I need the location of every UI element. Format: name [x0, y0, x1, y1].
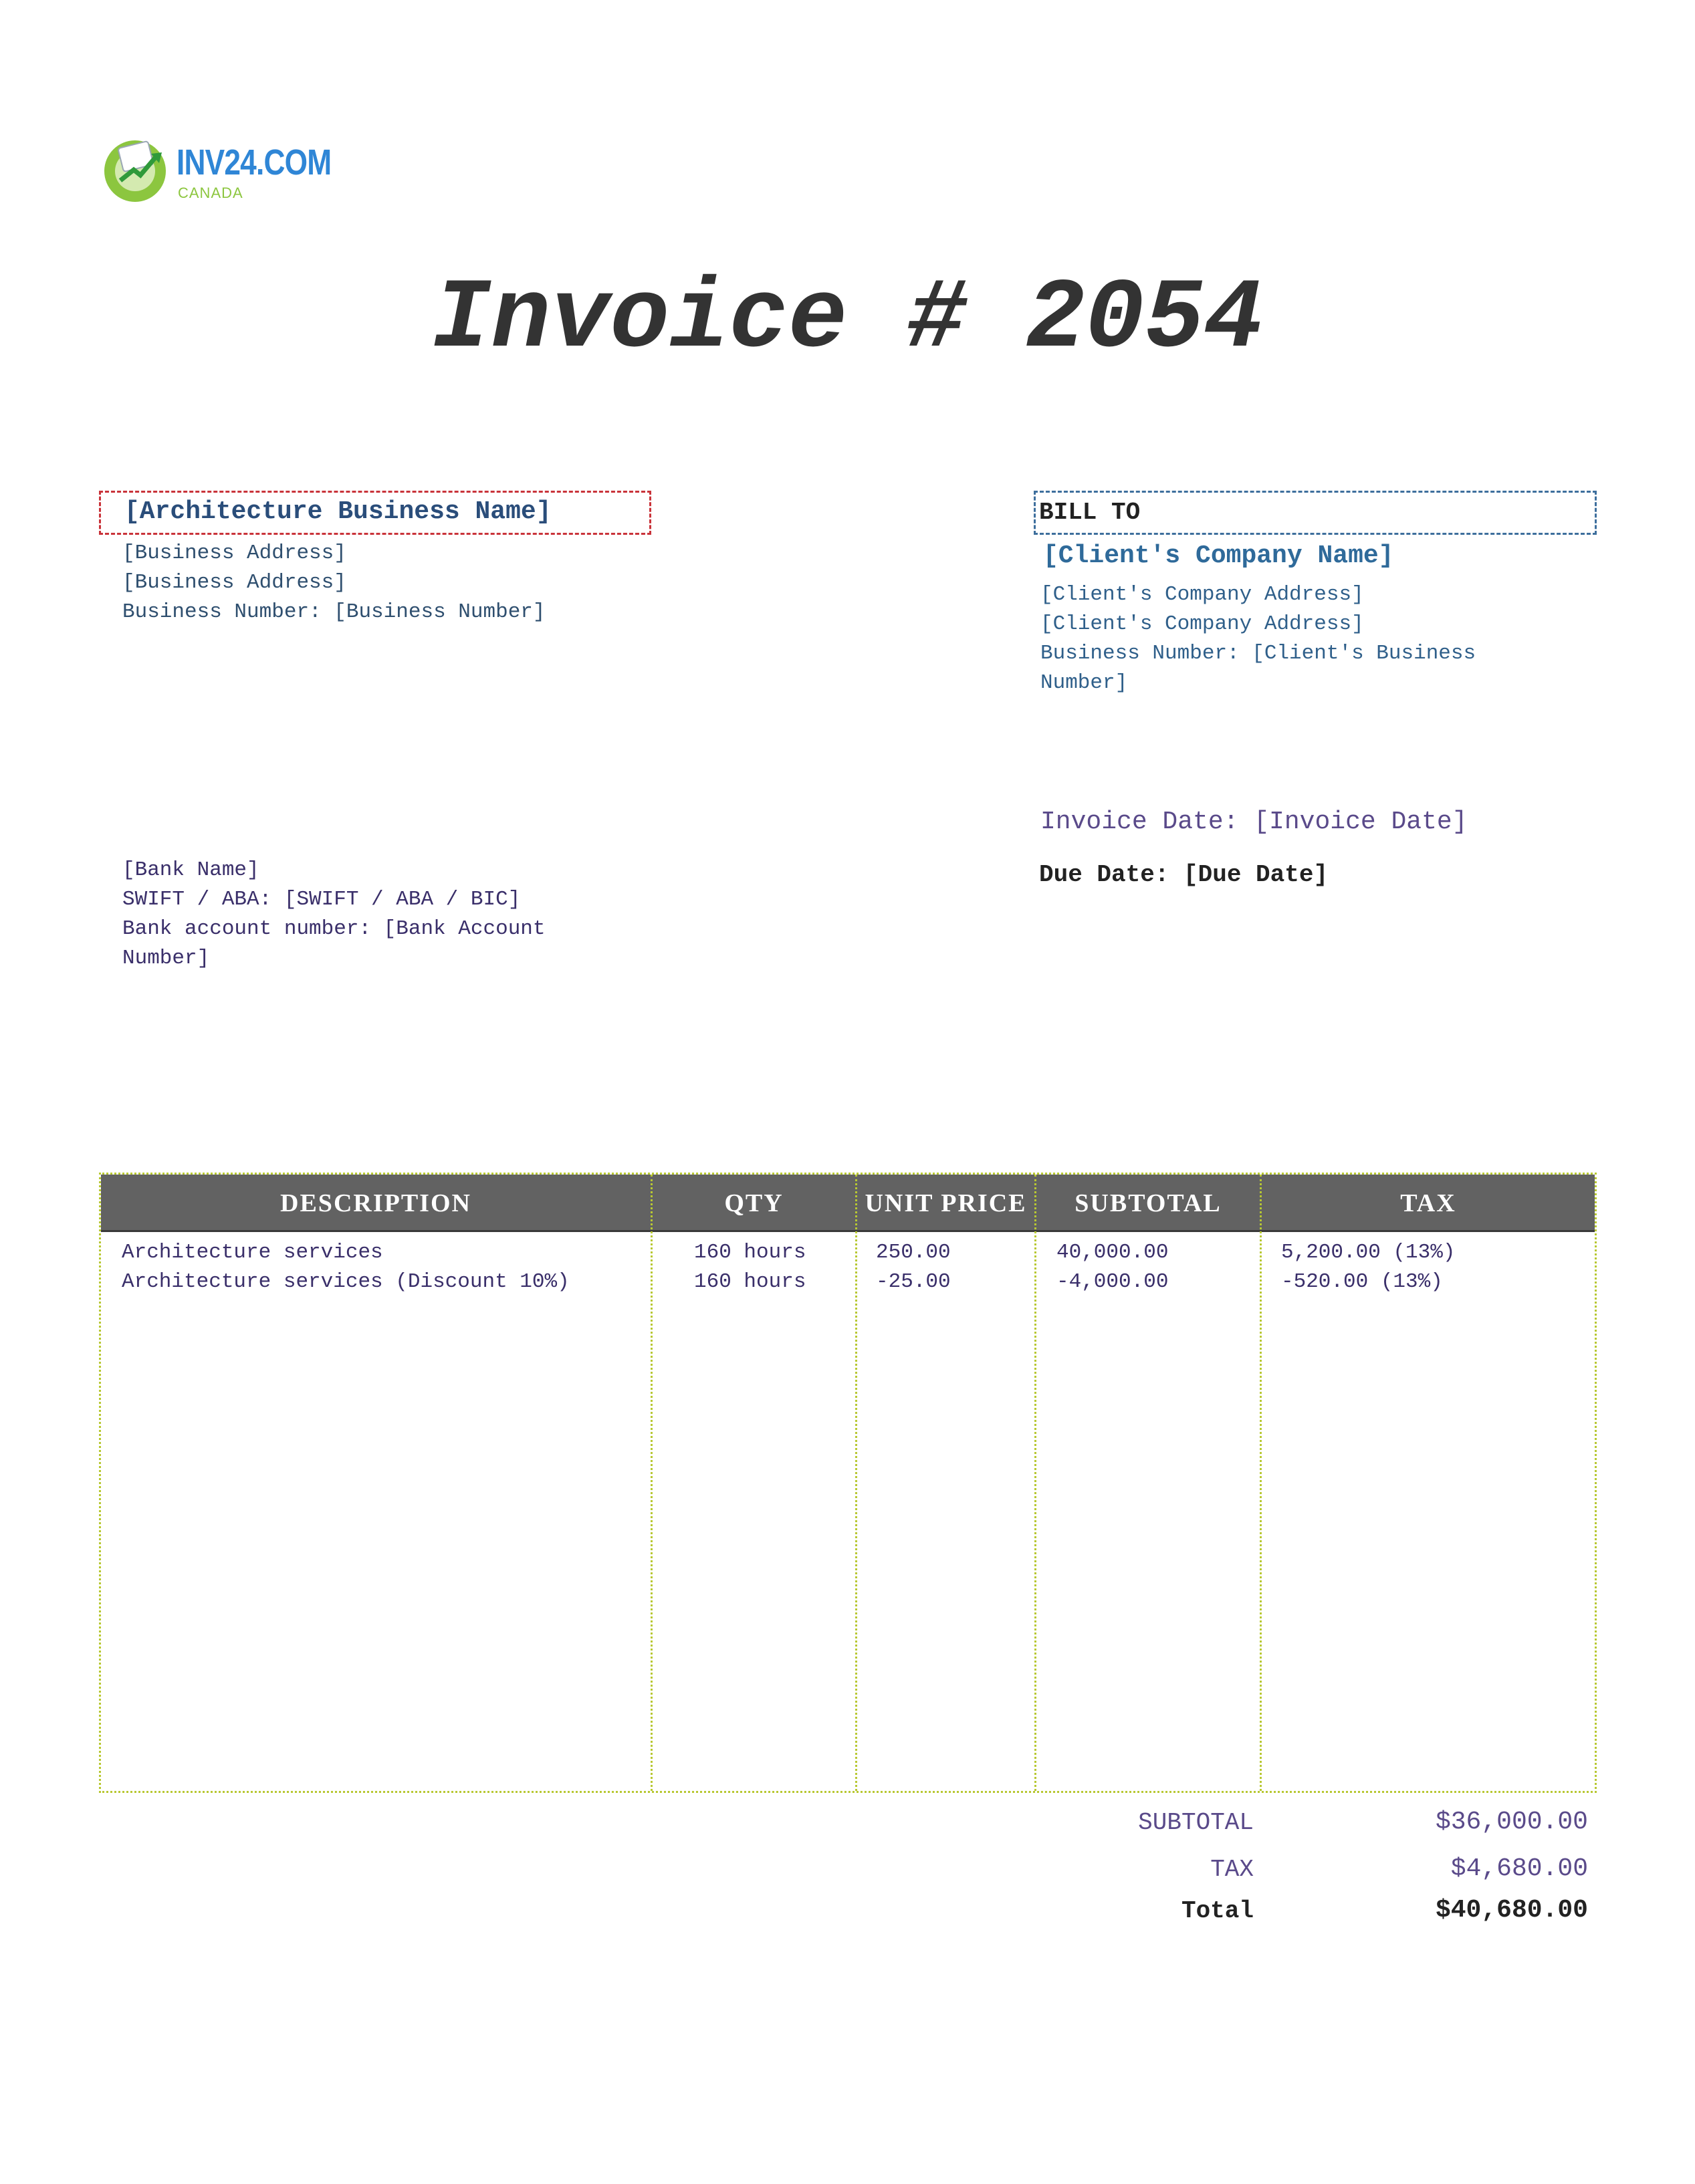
client-company-name: [Client's Company Name]	[1043, 541, 1394, 570]
table-row-description: Architecture services (Discount 10%)	[122, 1270, 570, 1294]
logo-name: INV24.COM	[177, 142, 332, 183]
business-details	[122, 539, 546, 627]
client-address-1: [Client's Company Address]	[1040, 583, 1364, 606]
tax-label: TAX	[1210, 1856, 1254, 1883]
table-row-subtotal: 40,000.00	[1056, 1241, 1169, 1264]
bill-to-label: BILL TO	[1039, 499, 1141, 526]
table-row-qty: 160 hours	[694, 1241, 806, 1264]
table-row-qty: 160 hours	[694, 1270, 806, 1294]
business-name: [Architecture Business Name]	[124, 497, 552, 526]
table-row-tax: 5,200.00 (13%)	[1281, 1241, 1456, 1264]
table-row-unit-price: 250.00	[876, 1241, 951, 1264]
table-row-description: Architecture services	[122, 1241, 383, 1264]
business-address-1: [Business Address]	[122, 541, 346, 565]
column-header-subtotal: SUBTOTAL	[1075, 1189, 1222, 1217]
bank-details	[122, 856, 546, 973]
column-divider	[651, 1175, 653, 1791]
column-divider	[1260, 1175, 1262, 1791]
bank-account-number: Bank account number: [Bank Account	[122, 917, 546, 941]
tax-value: $4,680.00	[1450, 1854, 1588, 1883]
table-row-tax: -520.00 (13%)	[1281, 1270, 1443, 1294]
table-row-subtotal: -4,000.00	[1056, 1270, 1169, 1294]
invoice-title: Invoice # 2054	[431, 264, 1264, 376]
bank-swift: SWIFT / ABA: [SWIFT / ABA / BIC]	[122, 888, 521, 911]
subtotal-label: SUBTOTAL	[1138, 1809, 1254, 1836]
bank-name: [Bank Name]	[122, 858, 259, 882]
table-row-unit-price: -25.00	[876, 1270, 951, 1294]
due-date: Due Date: [Due Date]	[1039, 861, 1329, 888]
column-divider	[1034, 1175, 1036, 1791]
bank-account-number-cont: Number]	[122, 947, 210, 970]
client-details	[1040, 580, 1476, 698]
subtotal-value: $36,000.00	[1435, 1808, 1588, 1836]
column-header-qty: QTY	[724, 1189, 784, 1217]
invoice-date: Invoice Date: [Invoice Date]	[1040, 808, 1468, 836]
client-address-2: [Client's Company Address]	[1040, 612, 1364, 636]
client-business-number-cont: Number]	[1040, 671, 1128, 695]
column-header-tax: TAX	[1400, 1189, 1456, 1217]
column-header-description: DESCRIPTION	[280, 1189, 471, 1217]
total-value: $40,680.00	[1435, 1896, 1588, 1925]
column-header-unit-price: UNIT PRICE	[865, 1189, 1027, 1217]
column-divider	[855, 1175, 857, 1791]
business-address-2: [Business Address]	[122, 571, 346, 594]
total-label: Total	[1181, 1897, 1254, 1925]
client-business-number: Business Number: [Client's Business	[1040, 642, 1476, 665]
logo-subtitle: CANADA	[178, 185, 243, 201]
business-number: Business Number: [Business Number]	[122, 600, 546, 624]
